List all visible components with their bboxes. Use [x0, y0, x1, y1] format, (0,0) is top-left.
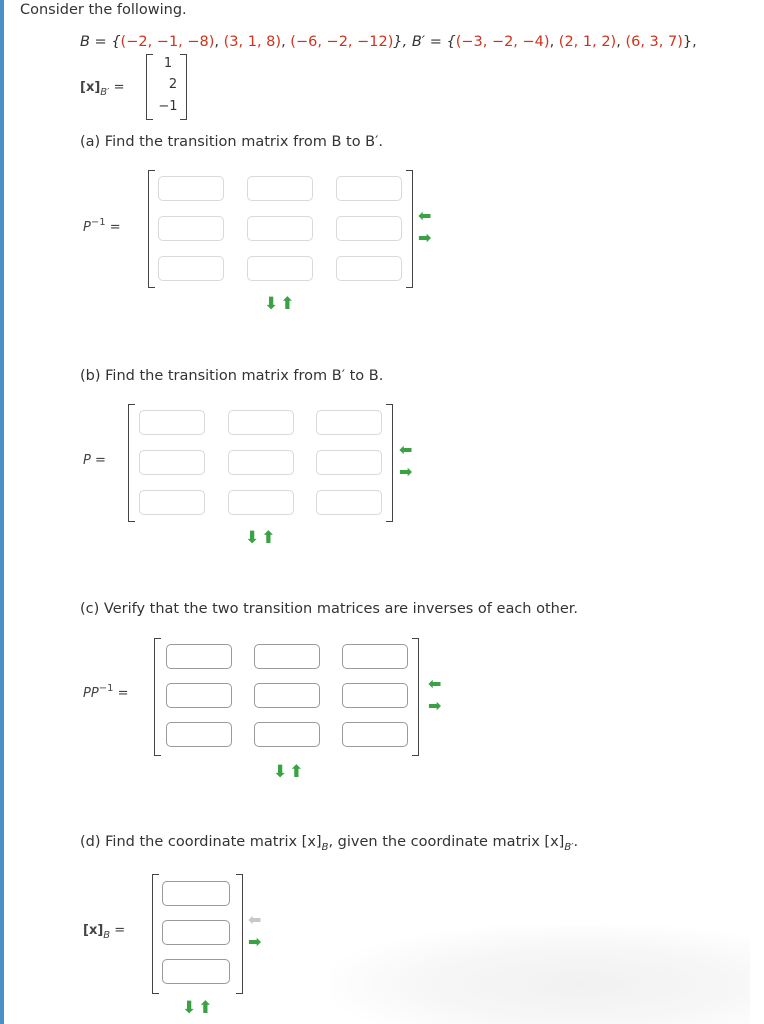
- part-d-bracket-right: [236, 874, 243, 994]
- part-a-cell-r3c1[interactable]: [158, 256, 224, 281]
- basis-bprime-vector-3: (6, 3, 7): [625, 34, 683, 50]
- x-bprime-value-1: 1: [163, 56, 173, 71]
- part-b-cell-r3c1[interactable]: [139, 490, 205, 515]
- part-b-matrix-label: P =: [83, 453, 106, 468]
- part-c-cell-r3c1[interactable]: [166, 722, 232, 747]
- part-b-bracket-left: [128, 404, 135, 522]
- x-bprime-value-3: −1: [158, 99, 178, 114]
- part-c-cell-r1c3[interactable]: [342, 644, 408, 669]
- part-a-cell-r1c1[interactable]: [158, 176, 224, 201]
- part-a-cell-r2c1[interactable]: [158, 216, 224, 241]
- part-a-bracket-right: [406, 170, 413, 288]
- part-c-cell-r1c1[interactable]: [166, 644, 232, 669]
- part-b-remove-column-icon[interactable]: ⬅: [399, 440, 413, 459]
- part-d-row-controls: [182, 998, 215, 1018]
- basis-definition: B = {(−2, −1, −8), (3, 1, 8), (−6, −2, −12)}, B′ = {(−3, −2, −4), (2, 1, 2), (6, 3, 7)},: [80, 34, 697, 50]
- part-b-add-row-icon[interactable]: ⬇: [245, 528, 262, 548]
- part-b-row-controls: [245, 528, 278, 548]
- x-bprime-value-2: 2: [168, 77, 178, 92]
- part-a-remove-row-icon[interactable]: ⬆: [280, 294, 297, 314]
- part-d-bracket-left: [152, 874, 159, 994]
- part-b-cell-r3c2[interactable]: [228, 490, 294, 515]
- part-a-prompt: (a) Find the transition matrix from B to B′.: [80, 134, 384, 150]
- part-d-add-column-icon[interactable]: ➡: [248, 932, 262, 951]
- part-a-add-row-icon[interactable]: ⬇: [264, 294, 281, 314]
- part-b-cell-r1c3[interactable]: [316, 410, 382, 435]
- part-a-add-column-icon[interactable]: ➡: [418, 228, 432, 247]
- part-b-remove-row-icon[interactable]: ⬆: [261, 528, 278, 548]
- part-b-prompt: (b) Find the transition matrix from B′ to B.: [80, 368, 384, 384]
- part-a-remove-column-icon[interactable]: ⬅: [418, 206, 432, 225]
- basis-b-vector-2: (3, 1, 8): [223, 34, 282, 50]
- part-b-cell-r1c1[interactable]: [139, 410, 205, 435]
- basis-bprime-vector-1: (−3, −2, −4): [455, 34, 550, 50]
- x-bprime-bracket-left: [146, 54, 153, 120]
- part-d-matrix-label: $[x]_B$ =: [83, 923, 126, 941]
- part-a-cell-r3c2[interactable]: [247, 256, 313, 281]
- part-b-bracket-right: [386, 404, 393, 522]
- part-c-cell-r1c2[interactable]: [254, 644, 320, 669]
- basis-bprime-vector-2: (2, 1, 2): [558, 34, 617, 50]
- part-d-cell-r3[interactable]: [162, 959, 230, 984]
- part-c-cell-r2c1[interactable]: [166, 683, 232, 708]
- basis-b-label: B = {: [80, 34, 121, 50]
- part-a-row-controls: [264, 294, 297, 314]
- part-c-add-row-icon[interactable]: ⬇: [273, 762, 290, 782]
- part-b-cell-r1c2[interactable]: [228, 410, 294, 435]
- part-a-cell-r1c3[interactable]: [336, 176, 402, 201]
- part-d-cell-r2[interactable]: [162, 920, 230, 945]
- x-bprime-label: $[x]_{B'}$ =: [80, 80, 125, 98]
- basis-bprime-label: }, B′ = {: [393, 34, 456, 50]
- part-a-cell-r2c2[interactable]: [247, 216, 313, 241]
- part-c-bracket-right: [412, 638, 419, 756]
- part-c-cell-r3c2[interactable]: [254, 722, 320, 747]
- part-b-add-column-icon[interactable]: ➡: [399, 462, 413, 481]
- part-d-prompt: (d) Find the coordinate matrix $[x]_B$, given the coordinate matrix $[x]_{B'}$.: [80, 834, 579, 853]
- part-b-cell-r3c3[interactable]: [316, 490, 382, 515]
- part-c-cell-r2c3[interactable]: [342, 683, 408, 708]
- part-d-remove-column-icon[interactable]: ⬅: [248, 910, 262, 929]
- background-smudge: [330, 925, 750, 1024]
- part-c-prompt: (c) Verify that the two transition matrices are inverses of each other.: [80, 601, 579, 617]
- part-a-bracket-left: [148, 170, 155, 288]
- part-b-cell-r2c2[interactable]: [228, 450, 294, 475]
- left-accent-bar: [0, 0, 4, 1024]
- part-d-remove-row-icon[interactable]: ⬆: [198, 998, 215, 1018]
- intro-text: Consider the following.: [20, 2, 187, 18]
- part-a-cell-r2c3[interactable]: [336, 216, 402, 241]
- part-c-add-column-icon[interactable]: ➡: [428, 696, 442, 715]
- part-c-matrix-label: $PP^{-1}$ =: [83, 683, 129, 701]
- part-d-add-row-icon[interactable]: ⬇: [182, 998, 199, 1018]
- part-c-cell-r3c3[interactable]: [342, 722, 408, 747]
- part-c-bracket-left: [154, 638, 161, 756]
- part-c-row-controls: [273, 762, 306, 782]
- part-a-cell-r3c3[interactable]: [336, 256, 402, 281]
- part-b-cell-r2c1[interactable]: [139, 450, 205, 475]
- part-a-matrix-label: $P^{-1}$ =: [83, 217, 121, 235]
- part-b-cell-r2c3[interactable]: [316, 450, 382, 475]
- part-c-remove-row-icon[interactable]: ⬆: [289, 762, 306, 782]
- part-c-remove-column-icon[interactable]: ⬅: [428, 674, 442, 693]
- part-c-cell-r2c2[interactable]: [254, 683, 320, 708]
- basis-b-vector-3: (−6, −2, −12): [290, 34, 394, 50]
- part-a-cell-r1c2[interactable]: [247, 176, 313, 201]
- part-d-cell-r1[interactable]: [162, 881, 230, 906]
- basis-b-vector-1: (−2, −1, −8): [120, 34, 215, 50]
